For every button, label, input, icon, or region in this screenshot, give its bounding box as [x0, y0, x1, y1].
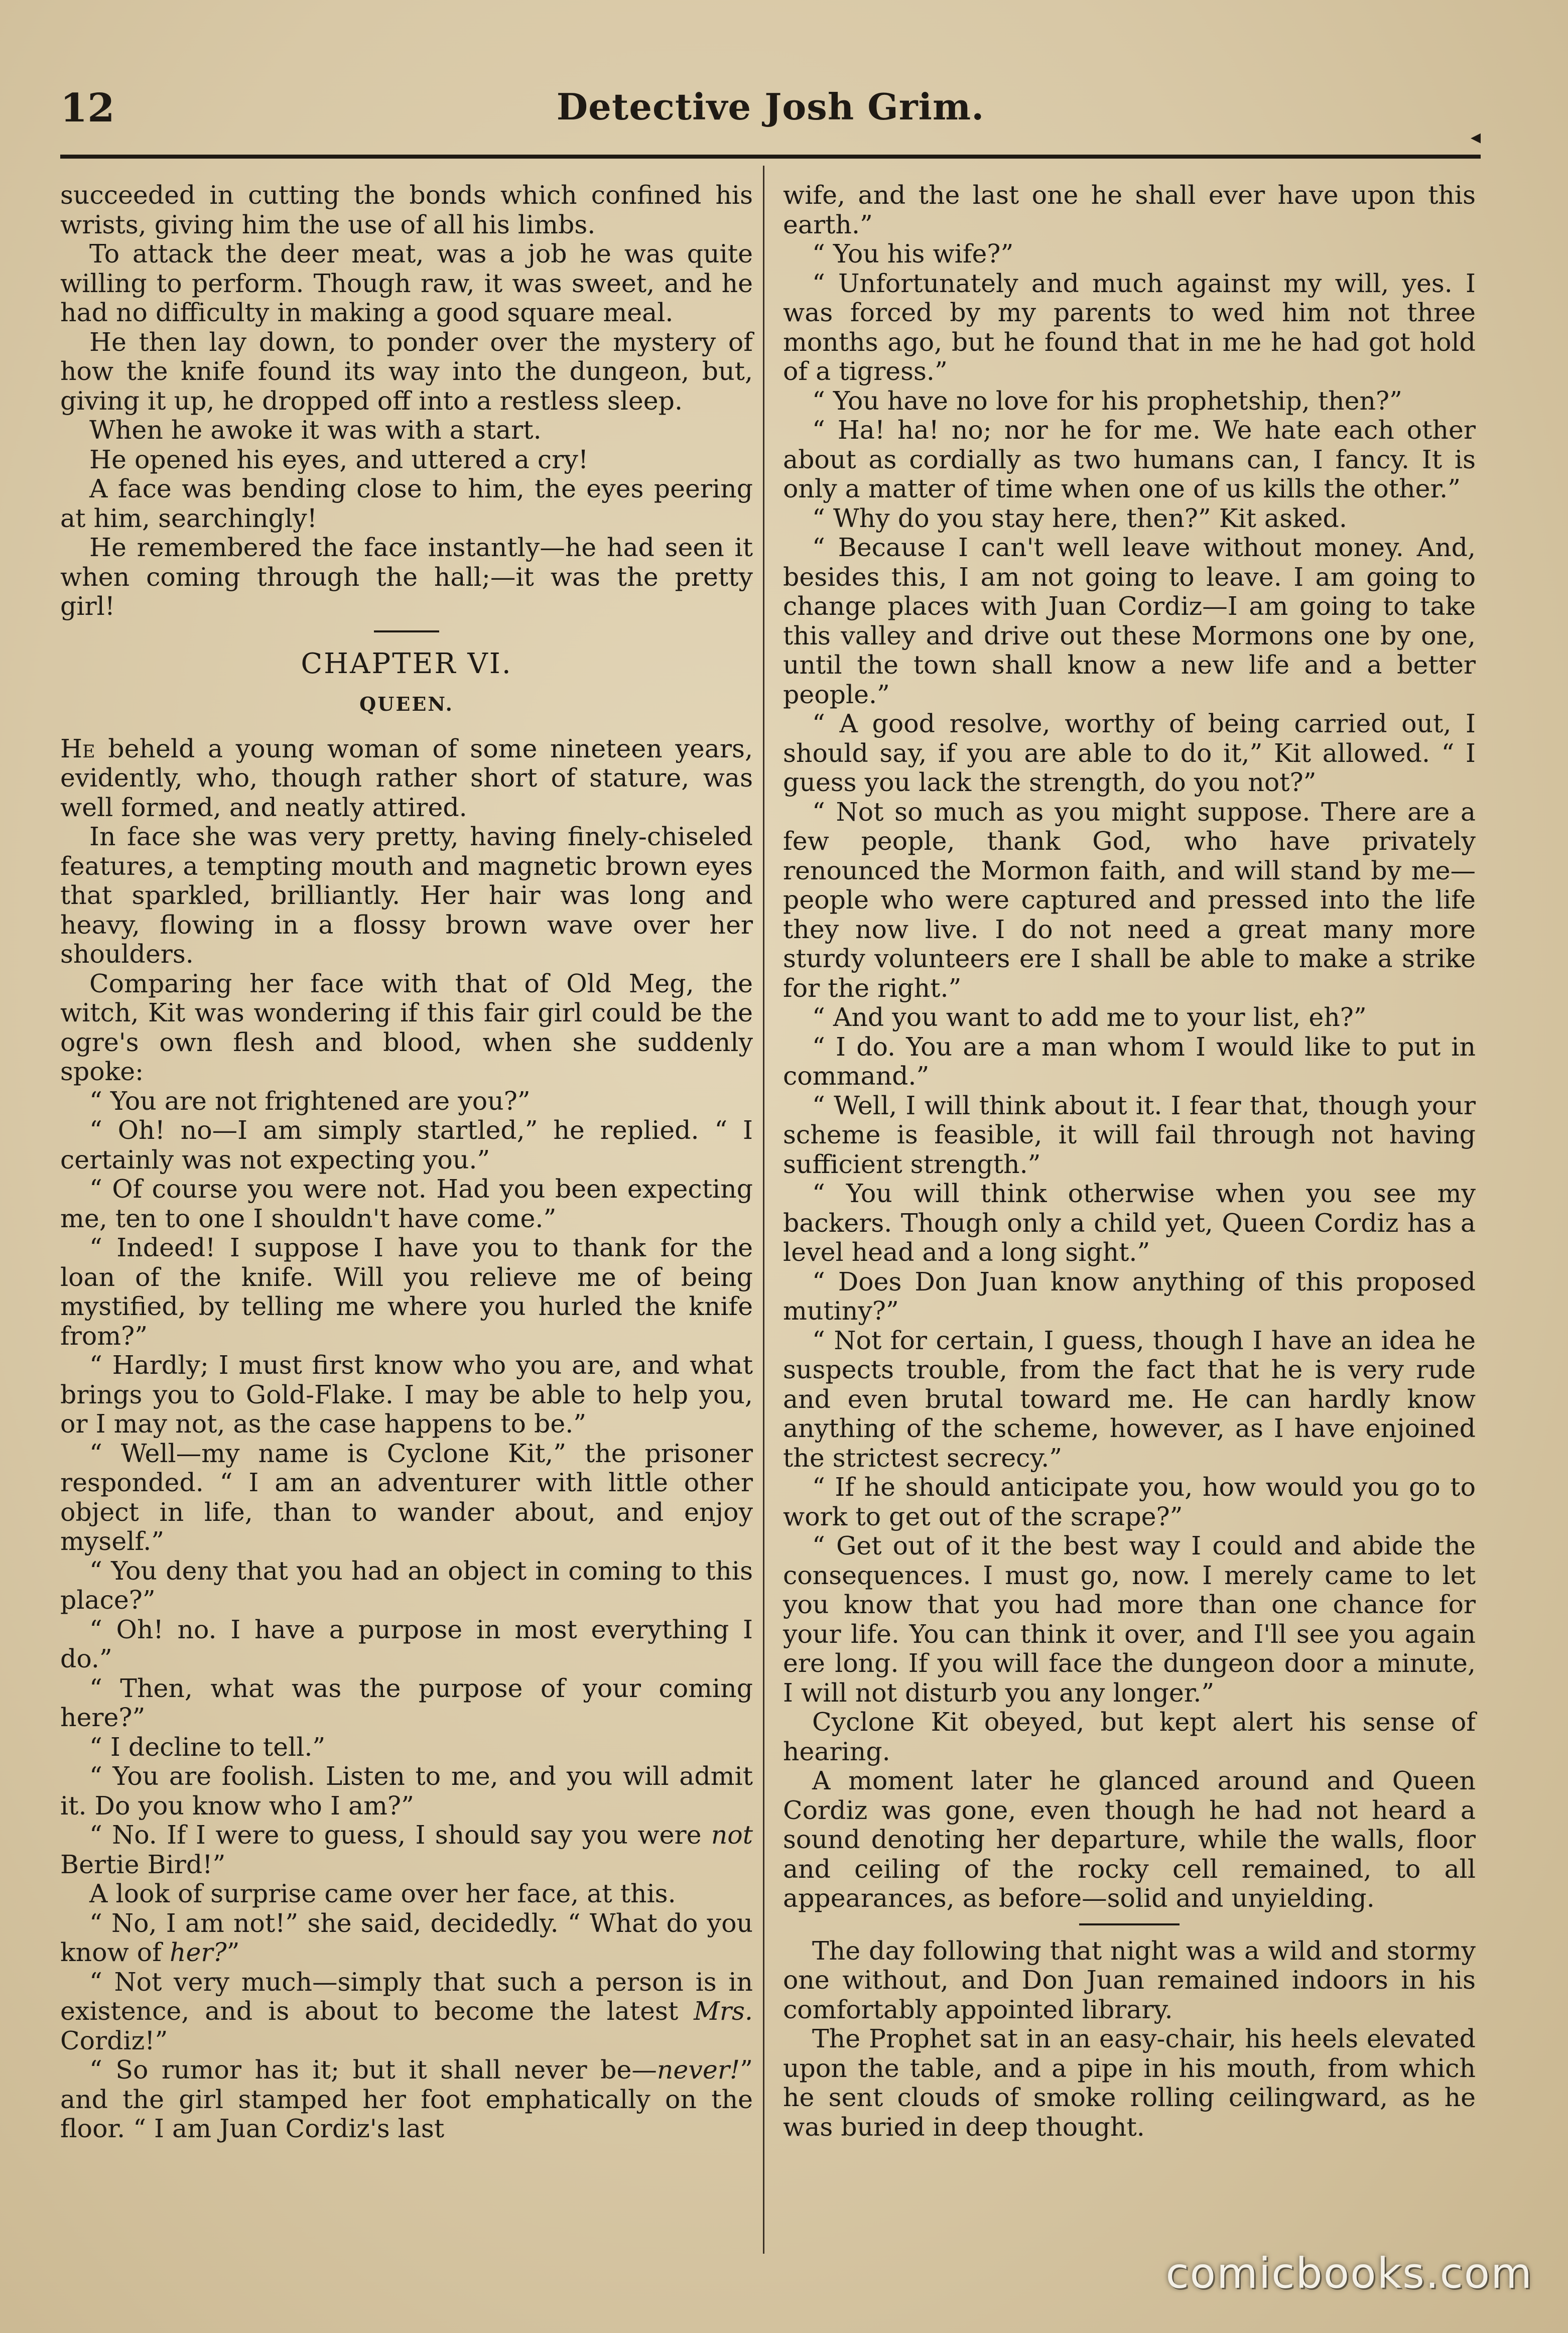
- paragraph: “ Ha! ha! no; nor he for me. We hate each other about as cordially as two humans can, I fancy. It is only a matter of time when one of us kills the other.”: [783, 415, 1476, 503]
- paragraph: “ No. If I were to guess, I should say you were not Bertie Bird!”: [60, 1820, 753, 1879]
- chapter-title: CHAPTER VI.: [301, 647, 512, 680]
- paragraph: “ Indeed! I suppose I have you to thank for the loan of the knife. Will you relieve me of being mystified, by telling me where you hurled the knife from?”: [60, 1233, 753, 1351]
- paragraph: “ You are not frightened are you?”: [89, 1086, 531, 1116]
- paragraph: A look of surprise came over her face, at this.: [89, 1879, 676, 1908]
- drop-word: He: [60, 733, 95, 763]
- paragraph: succeeded in cutting the bonds which confined his wrists, giving him the use of all his limbs.: [60, 180, 753, 239]
- paragraph: “ Well, I will think about it. I fear that, though your scheme is feasible, it will fail through not having sufficient strength.”: [783, 1090, 1476, 1179]
- right-column-dialogue: [783, 181, 1476, 1913]
- paragraph: “ A good resolve, worthy of being carried out, I should say, if you are able to do it,” Kit allowed. “ I guess you lack the strength, do you not?”: [783, 709, 1476, 797]
- paragraph: “ So rumor has it; but it shall never be—never!” and the girl stamped her foot emphatically on the floor. “ I am Juan Cordiz's last: [60, 2055, 753, 2143]
- chapter-first-paragraph: He beheld a young woman of some nineteen years, evidently, who, though rather short of stature, was well formed, and neatly attired.: [60, 733, 753, 822]
- corner-mark: ◂: [1471, 125, 1481, 149]
- paragraph: “ Of course you were not. Had you been expecting me, ten to one I shouldn't have come.”: [60, 1174, 753, 1233]
- paragraph: “ And you want to add me to your list, eh?”: [812, 1002, 1367, 1032]
- column-divider: [763, 166, 764, 2254]
- running-title: Detective Josh Grim.: [556, 85, 985, 128]
- paragraph: “ Does Don Juan know anything of this proposed mutiny?”: [783, 1266, 1476, 1326]
- paragraph: He remembered the face instantly—he had seen it when coming through the hall;—it was the pretty girl!: [60, 533, 753, 621]
- paragraph: In face she was very pretty, having finely-chiseled features, a tempting mouth and magnetic brown eyes that sparkled, brilliantly. Her hair was long and heavy, flowing in a flossy brown wave over her shoulders.: [60, 822, 753, 969]
- paragraph: “ Why do you stay here, then?” Kit asked.: [812, 503, 1347, 533]
- paragraph: “ Unfortunately and much against my will, yes. I was forced by my parents to wed him not three months ago, but he found that in me he had got hold of a tigress.”: [783, 268, 1476, 386]
- paragraph: The day following that night was a wild and stormy one without, and Don Juan remained indoors in his comfortably appointed library.: [783, 1935, 1476, 2024]
- right-column: [783, 181, 1476, 2142]
- paragraph: “ Oh! no—I am simply startled,” he replied. “ I certainly was not expecting you.”: [60, 1115, 753, 1175]
- right-column-closing-paragraphs: [783, 1936, 1476, 2142]
- page-number: 12: [60, 85, 115, 131]
- left-column-dialogue: [60, 822, 753, 1821]
- paragraph: “ You will think otherwise when you see my backers. Though only a child yet, Queen Cordiz has a level head and a long sight.”: [783, 1179, 1476, 1267]
- paragraph: “ I do. You are a man whom I would like to put in command.”: [783, 1031, 1476, 1091]
- paragraph: Cyclone Kit obeyed, but kept alert his sense of hearing.: [783, 1707, 1476, 1766]
- paragraph: “ Because I can't well leave without money. And, besides this, I am not going to leave. I am going to change places with Juan Cordiz—I am going to take this valley and drive out these Mormons one by one, until the town shall know a new life and a better people.”: [783, 533, 1476, 709]
- paragraph: To attack the deer meat, was a job he was quite willing to perform. Though raw, it was sweet, and he had no difficulty in making a good square meal.: [60, 239, 753, 327]
- paragraph: A face was bending close to him, the eyes peering at him, searchingly!: [60, 474, 753, 533]
- paragraph: “ Hardly; I must first know who you are, and what brings you to Gold-Flake. I may be able to help you, or I may not, as the case happens to be.”: [60, 1350, 753, 1439]
- paragraph: “ Not very much—simply that such a person is in existence, and is about to become the latest Mrs. Cordiz!”: [60, 1967, 753, 2055]
- paragraph: He then lay down, to ponder over the mystery of how the knife found its way into the dungeon, but, giving it up, he dropped off into a restless sleep.: [60, 327, 753, 416]
- paragraph: “ You his wife?”: [812, 239, 1014, 269]
- paragraph: “ Well—my name is Cyclone Kit,” the prisoner responded. “ I am an adventurer with little other object in life, than to wander about, and enjoy myself.”: [60, 1438, 753, 1556]
- paragraph: “ Not for certain, I guess, though I have an idea he suspects trouble, from the fact that he is very rude and even brutal toward me. He can hardly know anything of the scheme, however, as I have enjoined the strictest secrecy.”: [783, 1325, 1476, 1473]
- header-rule: [60, 155, 1481, 159]
- paragraph: “ You have no love for his prophetship, then?”: [812, 385, 1402, 416]
- paragraph: Comparing her face with that of Old Meg, the witch, Kit was wondering if this fair girl could be the ogre's own flesh and blood, when she suddenly spoke:: [60, 968, 753, 1086]
- paragraph: When he awoke it was with a start.: [89, 415, 542, 445]
- paragraph: wife, and the last one he shall ever have upon this earth.”: [783, 180, 1476, 239]
- chapter-rule: [374, 630, 439, 632]
- paragraph: “ You are foolish. Listen to me, and you will admit it. Do you know who I am?”: [60, 1761, 753, 1821]
- paragraph: “ You deny that you had an object in coming to this place?”: [60, 1556, 753, 1615]
- paragraph: The Prophet sat in an easy-chair, his heels elevated upon the table, and a pipe in his mouth, from which he sent clouds of smoke rolling ceilingward, as he was buried in deep thought.: [783, 2024, 1476, 2142]
- page-header: [60, 85, 1481, 151]
- paragraph: “ Not so much as you might suppose. There are a few people, thank God, who have privately renounced the Mormon faith, and will stand by me—people who were captured and pressed into the life they now live. I do not need a great many more sturdy volunteers ere I shall be able to make a strike for the right.”: [783, 797, 1476, 1003]
- paragraph: “ No, I am not!” she said, decidedly. “ What do you know of her?”: [60, 1908, 753, 1967]
- paragraph: “ Then, what was the purpose of your coming here?”: [60, 1673, 753, 1732]
- paragraph: “ If he should anticipate you, how would you go to work to get out of the scrape?”: [783, 1472, 1476, 1531]
- paragraph: “ I decline to tell.”: [89, 1732, 326, 1762]
- left-column-opening-paragraphs: [60, 181, 753, 621]
- paragraph: A moment later he glanced around and Queen Cordiz was gone, even though he had not heard a sound denoting her departure, while the walls, floor and ceiling of the rocky cell remained, to all appearances, as before—solid and unyielding.: [783, 1766, 1476, 1913]
- paragraph: “ Oh! no. I have a purpose in most everything I do.”: [60, 1614, 753, 1673]
- chapter-subtitle: QUEEN.: [359, 693, 454, 715]
- section-break-rule: [1079, 1923, 1180, 1925]
- left-column: [60, 181, 753, 2144]
- paragraph: “ Get out of it the best way I could and abide the consequences. I must go, now. I merely came to let you know that you had more than one chance for your life. You can think it over, and I'll see you again ere long. If you will face the dungeon door a minute, I will not disturb you any longer.”: [783, 1531, 1476, 1708]
- site-watermark: comicbooks.com: [1165, 2249, 1533, 2298]
- paragraph: He opened his eyes, and uttered a cry!: [89, 444, 589, 474]
